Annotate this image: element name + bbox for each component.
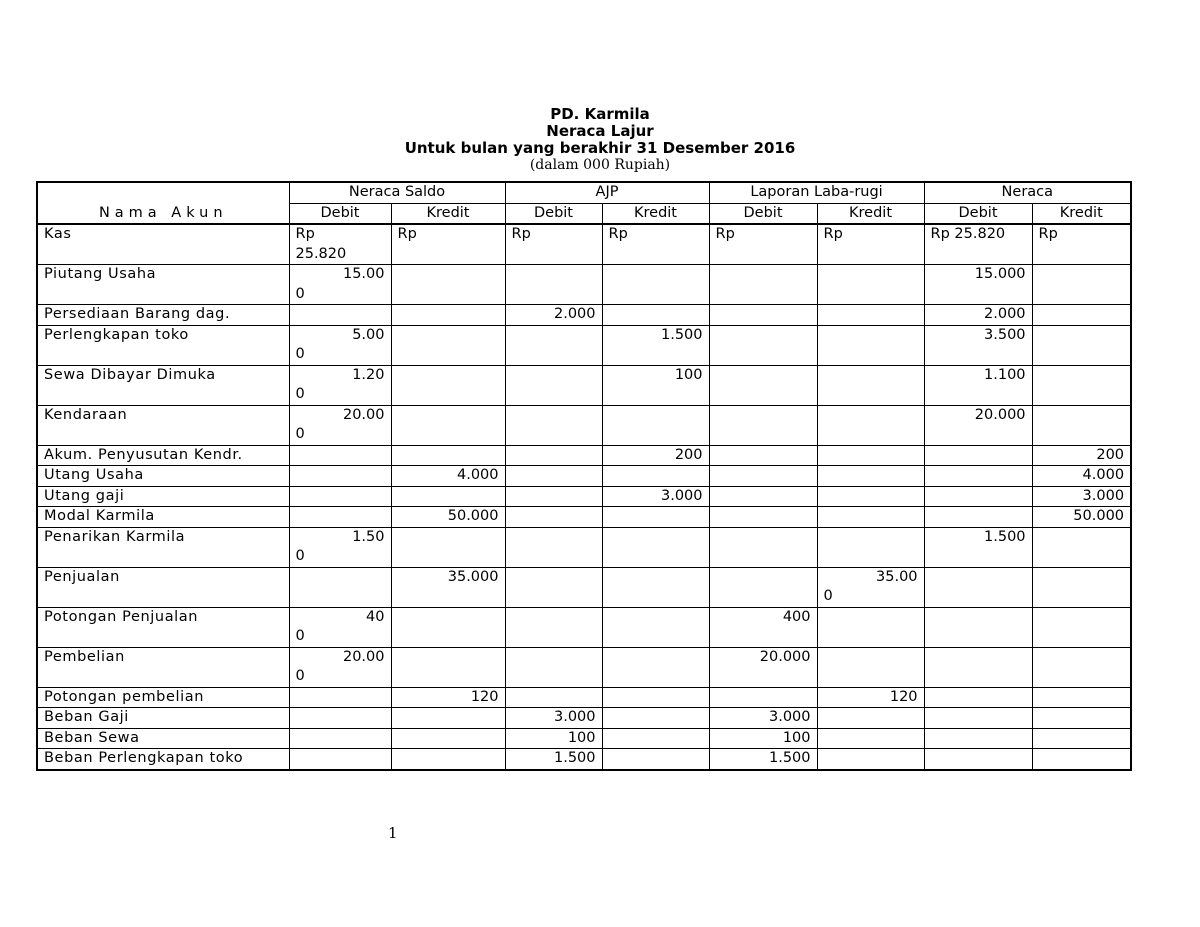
cell-laba-rugi-kredit: [817, 728, 924, 749]
table-row: [37, 507, 1131, 528]
table-row: [37, 466, 1131, 487]
cell-laba-rugi-debit: [709, 507, 817, 528]
cell-ajp-kredit: 3.000: [602, 486, 709, 507]
cell-neraca-debit: 2.000: [924, 305, 1032, 326]
cell-laba-rugi-kredit: Rp: [817, 224, 924, 265]
kredit-header: Kredit: [817, 203, 924, 224]
report-header: [0, 106, 1200, 173]
cell-laba-rugi-kredit: [817, 365, 924, 405]
cell-ajp-kredit: [602, 749, 709, 770]
cell-neraca-debit: [924, 728, 1032, 749]
cell-neraca-debit: 1.100: [924, 365, 1032, 405]
table-row: [37, 647, 1131, 687]
cell-ajp-kredit: [602, 265, 709, 305]
cell-ajp-debit: [505, 507, 602, 528]
cell-neraca-saldo-kredit: [391, 728, 505, 749]
cell-neraca-debit: Rp 25.820: [924, 224, 1032, 265]
cell-neraca-kredit: [1032, 708, 1131, 729]
cell-laba-rugi-debit: [709, 265, 817, 305]
cell-neraca-saldo-debit: [289, 749, 391, 770]
cell-ajp-kredit: [602, 687, 709, 708]
cell-neraca-saldo-kredit: [391, 265, 505, 305]
cell-laba-rugi-debit: [709, 445, 817, 466]
cell-ajp-debit: [505, 405, 602, 445]
cell-laba-rugi-debit: [709, 527, 817, 567]
cell-ajp-debit: [505, 445, 602, 466]
table-row: [37, 486, 1131, 507]
account-name: Kendaraan: [37, 405, 289, 445]
table-row: [37, 527, 1131, 567]
account-name: Akum. Penyusutan Kendr.: [37, 445, 289, 466]
cell-ajp-debit: [505, 567, 602, 607]
cell-laba-rugi-kredit: [817, 265, 924, 305]
cell-neraca-saldo-debit: [289, 708, 391, 729]
cell-neraca-saldo-debit: [289, 567, 391, 607]
cell-laba-rugi-debit: Rp: [709, 224, 817, 265]
cell-ajp-kredit: [602, 305, 709, 326]
cell-laba-rugi-debit: [709, 365, 817, 405]
cell-neraca-saldo-debit: [289, 486, 391, 507]
debit-header: Debit: [709, 203, 817, 224]
cell-neraca-debit: [924, 445, 1032, 466]
cell-neraca-debit: [924, 647, 1032, 687]
cell-neraca-kredit: [1032, 728, 1131, 749]
report-period: Untuk bulan yang berakhir 31 Desember 2016: [404, 139, 796, 157]
cell-laba-rugi-kredit: [817, 708, 924, 729]
cell-laba-rugi-kredit: [817, 305, 924, 326]
cell-ajp-kredit: [602, 527, 709, 567]
cell-ajp-kredit: [602, 647, 709, 687]
cell-neraca-saldo-debit: 20.00 0: [289, 405, 391, 445]
cell-ajp-debit: [505, 486, 602, 507]
cell-ajp-debit: [505, 466, 602, 487]
cell-neraca-kredit: 3.000: [1032, 486, 1131, 507]
cell-neraca-saldo-debit: 20.00 0: [289, 647, 391, 687]
cell-neraca-kredit: 50.000: [1032, 507, 1131, 528]
cell-neraca-debit: [924, 749, 1032, 770]
cell-neraca-kredit: [1032, 647, 1131, 687]
cell-neraca-saldo-debit: [289, 445, 391, 466]
cell-ajp-kredit: [602, 507, 709, 528]
worksheet-table: [36, 181, 1132, 771]
cell-neraca-kredit: Rp: [1032, 224, 1131, 265]
cell-laba-rugi-debit: [709, 486, 817, 507]
cell-neraca-kredit: [1032, 567, 1131, 607]
group-neraca-saldo: Neraca Saldo: [289, 182, 505, 203]
cell-laba-rugi-kredit: [817, 507, 924, 528]
cell-laba-rugi-kredit: [817, 325, 924, 365]
cell-neraca-kredit: 200: [1032, 445, 1131, 466]
account-name: Beban Gaji: [37, 708, 289, 729]
cell-ajp-kredit: [602, 607, 709, 647]
cell-laba-rugi-debit: [709, 305, 817, 326]
cell-laba-rugi-kredit: [817, 405, 924, 445]
cell-laba-rugi-kredit: [817, 607, 924, 647]
table-row: [37, 265, 1131, 305]
cell-laba-rugi-debit: 400: [709, 607, 817, 647]
cell-neraca-kredit: [1032, 365, 1131, 405]
cell-neraca-saldo-kredit: [391, 445, 505, 466]
kredit-header: Kredit: [1032, 203, 1131, 224]
account-name: Pembelian: [37, 647, 289, 687]
cell-ajp-debit: [505, 325, 602, 365]
table-row: [37, 365, 1131, 405]
cell-neraca-debit: 20.000: [924, 405, 1032, 445]
cell-neraca-kredit: [1032, 687, 1131, 708]
debit-header: Debit: [289, 203, 391, 224]
cell-neraca-kredit: [1032, 305, 1131, 326]
cell-neraca-kredit: 4.000: [1032, 466, 1131, 487]
table-row: [37, 325, 1131, 365]
cell-neraca-saldo-debit: [289, 507, 391, 528]
table-row: [37, 607, 1131, 647]
debit-header: Debit: [505, 203, 602, 224]
cell-ajp-debit: [505, 607, 602, 647]
account-name: Beban Sewa: [37, 728, 289, 749]
group-header-row: [37, 182, 1131, 203]
cell-neraca-saldo-kredit: [391, 708, 505, 729]
cell-laba-rugi-debit: [709, 567, 817, 607]
account-name: Penjualan: [37, 567, 289, 607]
worksheet-body: [37, 224, 1131, 770]
cell-neraca-saldo-kredit: 120: [391, 687, 505, 708]
cell-laba-rugi-kredit: [817, 466, 924, 487]
kredit-header: Kredit: [602, 203, 709, 224]
account-name: Utang Usaha: [37, 466, 289, 487]
cell-neraca-saldo-kredit: [391, 405, 505, 445]
cell-laba-rugi-debit: 3.000: [709, 708, 817, 729]
cell-ajp-debit: 3.000: [505, 708, 602, 729]
table-row: [37, 687, 1131, 708]
cell-ajp-kredit: 200: [602, 445, 709, 466]
table-row: [37, 224, 1131, 265]
cell-neraca-saldo-kredit: [391, 749, 505, 770]
cell-neraca-saldo-kredit: [391, 607, 505, 647]
cell-neraca-saldo-debit: 1.20 0: [289, 365, 391, 405]
cell-neraca-saldo-kredit: [391, 527, 505, 567]
cell-neraca-saldo-debit: [289, 728, 391, 749]
cell-neraca-debit: 1.500: [924, 527, 1032, 567]
company-name: PD. Karmila: [550, 105, 650, 123]
cell-neraca-debit: 3.500: [924, 325, 1032, 365]
cell-neraca-kredit: [1032, 749, 1131, 770]
cell-neraca-kredit: [1032, 325, 1131, 365]
cell-neraca-kredit: [1032, 527, 1131, 567]
cell-neraca-saldo-debit: 5.00 0: [289, 325, 391, 365]
cell-neraca-saldo-kredit: 4.000: [391, 466, 505, 487]
cell-neraca-debit: [924, 607, 1032, 647]
cell-neraca-debit: [924, 567, 1032, 607]
cell-laba-rugi-kredit: [817, 749, 924, 770]
cell-laba-rugi-debit: 100: [709, 728, 817, 749]
cell-neraca-saldo-debit: 1.50 0: [289, 527, 391, 567]
cell-laba-rugi-debit: [709, 687, 817, 708]
account-name-header: Nama Akun: [37, 182, 289, 224]
cell-laba-rugi-kredit: [817, 486, 924, 507]
cell-neraca-saldo-kredit: 35.000: [391, 567, 505, 607]
cell-ajp-debit: [505, 647, 602, 687]
cell-neraca-debit: [924, 486, 1032, 507]
table-row: [37, 305, 1131, 326]
table-row: [37, 567, 1131, 607]
kredit-header: Kredit: [391, 203, 505, 224]
cell-neraca-saldo-kredit: [391, 647, 505, 687]
table-row: [37, 708, 1131, 729]
cell-laba-rugi-kredit: 35.00 0: [817, 567, 924, 607]
cell-neraca-saldo-kredit: [391, 365, 505, 405]
cell-laba-rugi-kredit: [817, 527, 924, 567]
cell-ajp-kredit: Rp: [602, 224, 709, 265]
account-name: Beban Perlengkapan toko: [37, 749, 289, 770]
cell-laba-rugi-debit: 1.500: [709, 749, 817, 770]
cell-neraca-saldo-debit: [289, 466, 391, 487]
cell-neraca-saldo-kredit: 50.000: [391, 507, 505, 528]
account-name: Kas: [37, 224, 289, 265]
cell-ajp-kredit: 100: [602, 365, 709, 405]
cell-neraca-saldo-debit: Rp 25.820: [289, 224, 391, 265]
cell-neraca-debit: [924, 507, 1032, 528]
cell-ajp-kredit: [602, 567, 709, 607]
cell-neraca-debit: [924, 687, 1032, 708]
account-name: Modal Karmila: [37, 507, 289, 528]
cell-neraca-saldo-debit: 15.00 0: [289, 265, 391, 305]
cell-ajp-debit: [505, 365, 602, 405]
cell-ajp-debit: [505, 527, 602, 567]
report-unit: (dalam 000 Rupiah): [529, 157, 671, 173]
cell-neraca-debit: [924, 466, 1032, 487]
account-name: Sewa Dibayar Dimuka: [37, 365, 289, 405]
cell-neraca-saldo-kredit: Rp: [391, 224, 505, 265]
account-name: Persediaan Barang dag.: [37, 305, 289, 326]
cell-ajp-kredit: [602, 466, 709, 487]
cell-laba-rugi-kredit: 120: [817, 687, 924, 708]
page-number: 1: [388, 824, 398, 842]
cell-laba-rugi-kredit: [817, 647, 924, 687]
cell-ajp-debit: 2.000: [505, 305, 602, 326]
cell-neraca-saldo-debit: [289, 687, 391, 708]
table-row: [37, 405, 1131, 445]
cell-ajp-kredit: [602, 708, 709, 729]
account-name: Penarikan Karmila: [37, 527, 289, 567]
account-name: Utang gaji: [37, 486, 289, 507]
cell-laba-rugi-debit: [709, 405, 817, 445]
cell-ajp-kredit: 1.500: [602, 325, 709, 365]
report-title: Neraca Lajur: [546, 122, 654, 140]
account-name: Potongan Penjualan: [37, 607, 289, 647]
table-row: [37, 728, 1131, 749]
cell-ajp-debit: Rp: [505, 224, 602, 265]
cell-ajp-debit: 1.500: [505, 749, 602, 770]
group-ajp: AJP: [505, 182, 709, 203]
cell-laba-rugi-kredit: [817, 445, 924, 466]
cell-neraca-debit: 15.000: [924, 265, 1032, 305]
cell-neraca-saldo-kredit: [391, 305, 505, 326]
cell-laba-rugi-debit: [709, 325, 817, 365]
cell-neraca-kredit: [1032, 405, 1131, 445]
cell-neraca-saldo-debit: 40 0: [289, 607, 391, 647]
group-laba-rugi: Laporan Laba-rugi: [709, 182, 924, 203]
cell-neraca-kredit: [1032, 607, 1131, 647]
cell-neraca-kredit: [1032, 265, 1131, 305]
cell-ajp-kredit: [602, 728, 709, 749]
table-row: [37, 445, 1131, 466]
cell-neraca-saldo-kredit: [391, 486, 505, 507]
cell-neraca-saldo-debit: [289, 305, 391, 326]
cell-ajp-kredit: [602, 405, 709, 445]
cell-laba-rugi-debit: 20.000: [709, 647, 817, 687]
cell-ajp-debit: [505, 687, 602, 708]
cell-neraca-debit: [924, 708, 1032, 729]
account-name: Perlengkapan toko: [37, 325, 289, 365]
cell-neraca-saldo-kredit: [391, 325, 505, 365]
account-name: Potongan pembelian: [37, 687, 289, 708]
cell-ajp-debit: [505, 265, 602, 305]
group-neraca: Neraca: [924, 182, 1131, 203]
debit-header: Debit: [924, 203, 1032, 224]
table-row: [37, 749, 1131, 770]
cell-laba-rugi-debit: [709, 466, 817, 487]
cell-ajp-debit: 100: [505, 728, 602, 749]
account-name: Piutang Usaha: [37, 265, 289, 305]
